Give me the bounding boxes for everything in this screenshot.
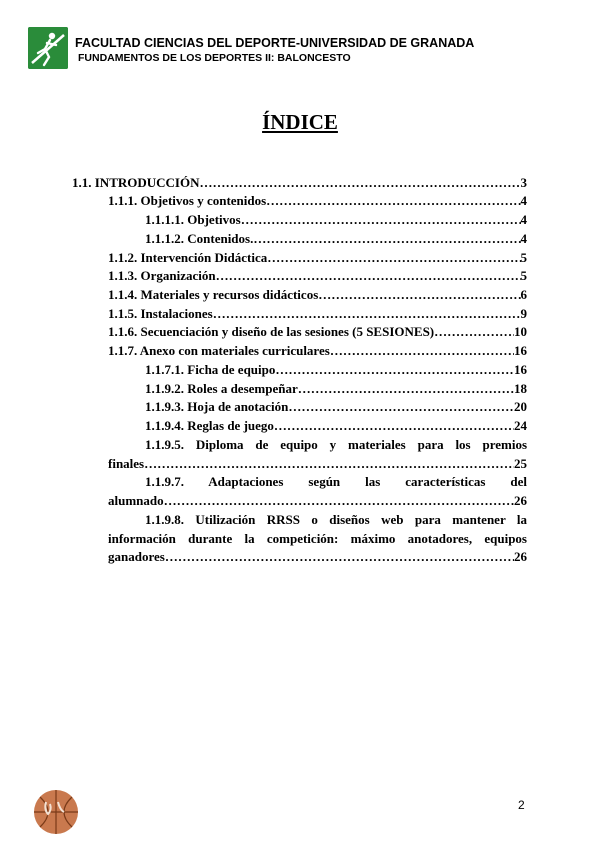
toc-entry-continuation[interactable]: ganadores …………………………………………………………………………………………………………………………………………………………………………………… 26	[108, 548, 527, 566]
index-title: ÍNDICE	[262, 110, 338, 134]
toc-entry[interactable]: 1.1.3. Organización …………………………………………………………………………………………………………………………………………………………………………………… 5	[108, 267, 527, 285]
basketball-logo-icon	[28, 788, 84, 836]
toc-entry[interactable]: 1.1.6. Secuenciación y diseño de las sesiones (5 SESIONES) …………………………………………………………………………………………………………………………………………………………………………………… 10	[108, 323, 527, 341]
toc-entry[interactable]: 1.1. INTRODUCCIÓN …………………………………………………………………………………………………………………………………………………………………………………… 3	[72, 174, 527, 192]
toc-entry[interactable]: 1.1.1. Objetivos y contenidos …………………………………………………………………………………………………………………………………………………………………………………… 4	[108, 192, 527, 210]
header-course-line: FUNDAMENTOS DE LOS DEPORTES II: BALONCESTO	[78, 52, 351, 64]
toc-entry-wrapped[interactable]: 1.1.9.5. Diploma de equipo y materiales para los premios	[145, 437, 527, 452]
page-number: 2	[518, 798, 525, 812]
toc-entry[interactable]: 1.1.7. Anexo con materiales curriculares …………………………………………………………………………………………………………………………………………………………………………………… 16	[108, 342, 527, 360]
header-faculty-line: FACULTAD CIENCIAS DEL DEPORTE-UNIVERSIDAD DE GRANADA	[75, 36, 475, 50]
toc-entry-continuation[interactable]: finales …………………………………………………………………………………………………………………………………………………………………………………… 25	[108, 455, 527, 473]
toc-entry-wrapped[interactable]: 1.1.9.7. Adaptaciones según las características del	[145, 474, 527, 489]
toc-entry-continuation[interactable]: alumnado …………………………………………………………………………………………………………………………………………………………………………………… 26	[108, 492, 527, 510]
toc-entry[interactable]: 1.1.7.1. Ficha de equipo …………………………………………………………………………………………………………………………………………………………………………………… 16	[145, 361, 527, 379]
toc-entry[interactable]: 1.1.2. Intervención Didáctica …………………………………………………………………………………………………………………………………………………………………………………… 5	[108, 249, 527, 267]
toc-entry[interactable]: 1.1.4. Materiales y recursos didácticos …………………………………………………………………………………………………………………………………………………………………………………… 6	[108, 286, 527, 304]
toc-entry-wrapped[interactable]: 1.1.9.8. Utilización RRSS o diseños web para mantener la	[145, 512, 527, 527]
toc-entry-wrapped[interactable]: información durante la competición: máximo anotadores, equipos	[108, 531, 527, 546]
toc-entry[interactable]: 1.1.5. Instalaciones …………………………………………………………………………………………………………………………………………………………………………………… 9	[108, 305, 527, 323]
toc-entry[interactable]: 1.1.9.2. Roles a desempeñar …………………………………………………………………………………………………………………………………………………………………………………… 18	[145, 380, 527, 398]
toc-entry[interactable]: 1.1.9.4. Reglas de juego …………………………………………………………………………………………………………………………………………………………………………………… 24	[145, 417, 527, 435]
toc-entry[interactable]: 1.1.1.2. Contenidos. …………………………………………………………………………………………………………………………………………………………………………………… 4	[145, 230, 527, 248]
toc-entry[interactable]: 1.1.1.1. Objetivos …………………………………………………………………………………………………………………………………………………………………………………… 4	[145, 211, 527, 229]
toc-entry[interactable]: 1.1.9.3. Hoja de anotación …………………………………………………………………………………………………………………………………………………………………………………… 20	[145, 398, 527, 416]
